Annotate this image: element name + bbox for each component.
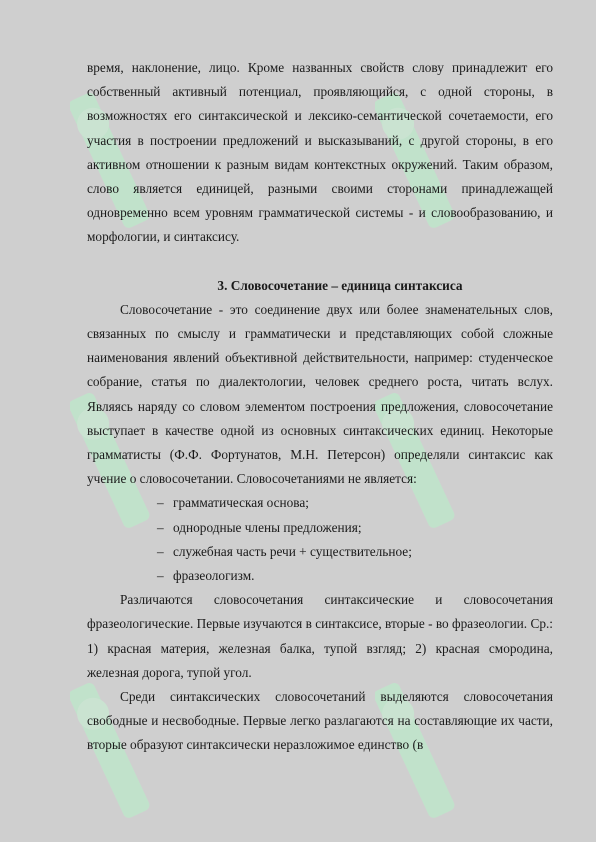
list-item: – грамматическая основа; — [157, 491, 553, 515]
list-item: – однородные члены предложения; — [157, 516, 553, 540]
document-body — [87, 56, 553, 758]
section-heading: 3. Словосочетание – единица синтаксиса — [217, 277, 463, 293]
list-item: – фразеологизм. — [157, 564, 553, 588]
spacer — [87, 250, 553, 274]
paragraph-intro: время, наклонение, лицо. Кроме названных свойств слову принадлежит его собственный активный потенциал, проявляющийся, с одной стороны, в возможностях его синтаксической и лексико-семантической сочетаемости, его участия в построении предложений и высказываний, с другой стороны, в его активном отношении к разным видам контекстных окружений. Таким образом, слово является единицей, разными своими сторонами принадлежащей одновременно всем уровням грамматической системы - и словообразованию, и морфологии, и синтаксису. — [87, 60, 553, 245]
exclusion-list — [87, 491, 553, 588]
paragraph-definition: Словосочетание - это соединение двух или более знаменательных слов, связанных по смыслу и грамматически и представляющих собой сложные наименования явлений объективной действительности, например: студенческое собрание, статья по диалектологии, человек среднего роста, читать вслух. Являясь наряду со словом элементом построения предложения, словосочетание выступает в качестве одной из основных синтаксических единиц. Некоторые грамматисты (Ф.Ф. Фортунатов, М.Н. Петерсон) определяли синтаксис как учение о словосочетании. Словосочетаниями не является: — [87, 301, 553, 487]
list-item: – служебная часть речи + существительное; — [157, 540, 553, 564]
paragraph-types: Различаются словосочетания синтаксические и словосочетания фразеологические. Первые изучаются в синтаксисе, вторые - во фразеологии. Ср.: 1) красная материя, железная балка, тупой взгляд; 2) красная смородина, железная дорога, тупой угол. — [87, 592, 553, 680]
paragraph-free-nonfree: Среди синтаксических словосочетаний выделяются словосочетания свободные и несвободные. Первые легко разлагаются на составляющие их части, вторые образуют синтаксически неразложимое единство (в — [87, 689, 553, 753]
